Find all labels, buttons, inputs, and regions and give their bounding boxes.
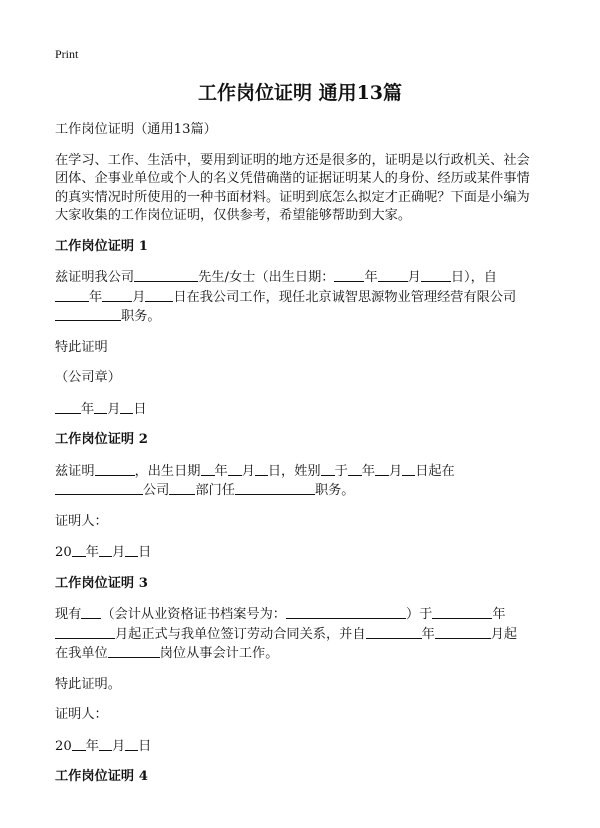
intro-line: 在学习、工作、生活中，要用到证明的地方还是很多的，证明是以行政机关、社会 xyxy=(55,152,530,168)
blank-field xyxy=(81,605,101,619)
text: 月 xyxy=(107,401,121,417)
text: ，出生日期 xyxy=(134,463,201,479)
document-subtitle: 工作岗位证明（通用13篇） xyxy=(55,122,217,137)
blank-field xyxy=(169,481,195,495)
document-body xyxy=(55,121,550,799)
blank-field xyxy=(375,462,389,476)
blank-field xyxy=(435,625,491,639)
text: 年 xyxy=(361,463,375,479)
blank-field xyxy=(55,625,115,639)
text: 月 xyxy=(132,289,146,305)
text: 月起 xyxy=(490,626,518,642)
blank-field xyxy=(120,400,133,414)
text: 于 xyxy=(334,463,348,479)
blank-field xyxy=(134,268,198,282)
intro-line: 团体、企事业单位或个人的名义凭借确凿的证据证明某人的身份、经历或某件事情 xyxy=(55,171,530,186)
blank-field xyxy=(145,288,173,302)
document-title: 工作岗位证明 通用13篇 xyxy=(197,82,403,104)
blank-field xyxy=(228,462,242,476)
text: 职务。 xyxy=(121,309,161,324)
text: 日在我公司工作，现任北京诚智思源物业管理经营有限公司 xyxy=(173,289,517,305)
print-link[interactable]: Print xyxy=(55,47,79,61)
text: 日 xyxy=(138,738,152,754)
date-line xyxy=(55,400,550,420)
blank-field xyxy=(125,737,138,751)
text: 年 xyxy=(421,626,435,642)
text: 日），自 xyxy=(450,270,497,285)
blank-field xyxy=(102,288,132,302)
text: 年 xyxy=(364,270,378,285)
text: 月 xyxy=(111,738,126,754)
blank-field xyxy=(286,605,406,619)
text: ）于 xyxy=(406,607,433,622)
text: 兹证明我公司 xyxy=(55,270,135,285)
text: 20 xyxy=(55,738,72,754)
section-1-line xyxy=(55,307,550,327)
witness-line: 证明人： xyxy=(55,707,108,722)
text: 日 xyxy=(133,401,147,417)
text: 岗位从事会计工作。 xyxy=(159,646,279,661)
blank-field xyxy=(94,400,107,414)
text: 兹证明 xyxy=(55,463,95,479)
blank-field xyxy=(235,481,315,495)
section-3-line xyxy=(55,644,550,664)
blank-field xyxy=(72,543,86,557)
section-heading: 工作岗位证明 2 xyxy=(55,432,148,447)
blank-field xyxy=(125,543,138,557)
section-2-line xyxy=(55,481,550,501)
text: 职务。 xyxy=(314,483,355,498)
intro-line: 大家收集的工作岗位证明，仅供参考，希望能够帮助到大家。 xyxy=(55,208,412,223)
text: 日，姓别 xyxy=(267,463,321,479)
section-2-body xyxy=(55,462,550,501)
text: 日起在 xyxy=(415,463,455,479)
section-1-line xyxy=(55,268,550,288)
text: 年 xyxy=(85,738,99,754)
text: 公司 xyxy=(143,483,170,498)
section-heading: 工作岗位证明 4 xyxy=(55,769,148,784)
blank-field xyxy=(255,462,268,476)
blank-field xyxy=(321,462,335,476)
text: 月起正式与我单位签订劳动合同关系，并自 xyxy=(115,626,366,642)
text: （会计从业资格证书档案号为： xyxy=(101,607,286,622)
special-statement: 特此证明。 xyxy=(55,676,121,692)
intro-paragraph xyxy=(55,152,550,226)
blank-field xyxy=(55,481,143,495)
blank-field xyxy=(201,462,215,476)
blank-field xyxy=(348,462,362,476)
text: 月 xyxy=(389,463,403,479)
blank-field xyxy=(55,288,89,302)
blank-field xyxy=(402,462,415,476)
blank-field xyxy=(99,737,112,751)
text: 年 xyxy=(81,401,95,417)
intro-line: 的真实情况时所使用的一种书面材料。证明到底怎么拟定才正确呢？下面是小编为 xyxy=(55,189,530,205)
text: 20 xyxy=(55,545,72,560)
blank-field xyxy=(421,268,451,282)
section-2-line xyxy=(55,462,550,482)
text: 先生/女士（出生日期： xyxy=(198,270,335,285)
text: 月 xyxy=(241,463,255,479)
section-heading: 工作岗位证明 1 xyxy=(55,238,148,254)
blank-field xyxy=(99,543,112,557)
blank-field xyxy=(95,462,135,476)
text: 在我单位 xyxy=(55,646,108,661)
special-statement: 特此证明 xyxy=(55,339,108,355)
text: 年 xyxy=(89,289,103,305)
text: 月 xyxy=(111,545,126,560)
blank-field xyxy=(366,625,422,639)
text: 月 xyxy=(407,270,421,285)
blank-field xyxy=(72,737,86,751)
text: 年 xyxy=(214,463,228,479)
text: 年 xyxy=(492,607,506,622)
text: 日 xyxy=(138,545,152,560)
blank-field xyxy=(108,644,160,658)
witness-line: 证明人： xyxy=(55,513,108,529)
date-line xyxy=(55,543,550,563)
section-1-line xyxy=(55,288,550,308)
blank-field xyxy=(432,605,492,619)
blank-field xyxy=(55,400,81,414)
section-1-body xyxy=(55,268,550,327)
section-3-line xyxy=(55,625,550,645)
company-seal: （公司章） xyxy=(55,370,121,385)
text: 现有 xyxy=(55,607,82,622)
blank-field xyxy=(334,268,364,282)
blank-field xyxy=(55,307,121,321)
section-heading: 工作岗位证明 3 xyxy=(55,575,148,591)
date-line xyxy=(55,737,550,757)
section-3-body xyxy=(55,605,550,664)
section-3-line xyxy=(55,605,550,625)
text: 部门任 xyxy=(195,483,235,498)
text: 年 xyxy=(85,545,99,560)
blank-field xyxy=(378,268,408,282)
